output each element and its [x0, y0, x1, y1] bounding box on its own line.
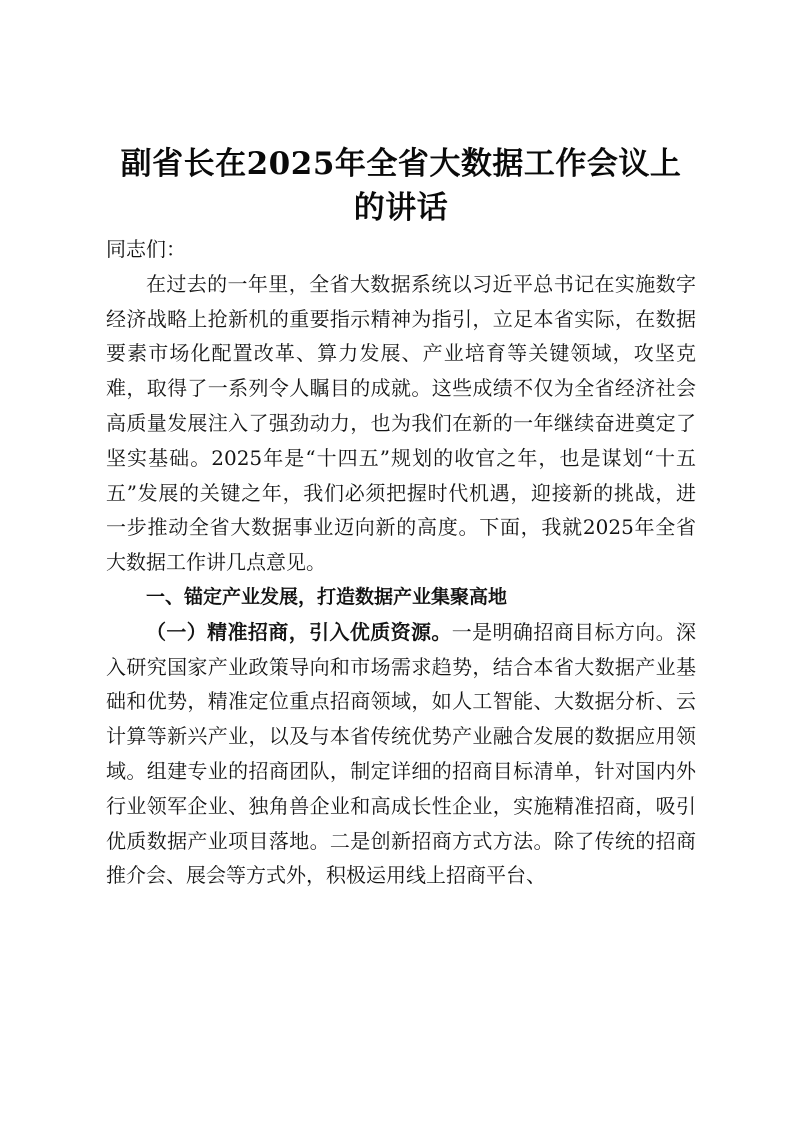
subsection-body: 一是明确招商目标方向。深入研究国家产业政策导向和市场需求趋势，结合本省大数据产业基础和优势，精准定位重点招商领域，如人工智能、大数据分析、云计算等新兴产业，以及与本省传统优势产业融合发展的数据应用领域。组建专业的招商团队，制定详细的招商目标清单，针对国内外行业领军企业、独角兽企业和高成长性企业，实施精准招商，吸引优质数据产业项目落地。二是创新招商方式方法。除了传统的招商推介会、展会等方式外，积极运用线上招商平台、 — [106, 619, 697, 888]
salutation: 同志们： — [106, 237, 186, 261]
section-heading-1: 一、锚定产业发展，打造数据产业集聚高地 — [146, 585, 508, 608]
document-title: 副省长在2025年全省大数据工作会议上的讲话 — [120, 146, 682, 226]
intro-paragraph: 在过去的一年里，全省大数据系统以习近平总书记在实施数字经济战略上抢新机的重要指示精神为指引，立足本省实际，在数据要素市场化配置改革、算力发展、产业培育等关键领域，攻坚克难，取得了一系列令人瞩目的成就。这些成绩不仅为全省经济社会高质量发展注入了强劲动力，也为我们在新的一年继续奋进奠定了坚实基础。2025年是“十四五”规划的收官之年，也是谋划“十五五”发展的关键之年，我们必须把握时代机遇，迎接新的挑战，进一步推动全省大数据事业迈向新的高度。下面，我就2025年全省大数据工作讲几点意见。 — [106, 271, 696, 575]
subsection-paragraph-1 — [106, 615, 696, 893]
subsection-title: （一）精准招商，引入优质资源。 — [146, 619, 452, 644]
document-body — [106, 142, 696, 893]
